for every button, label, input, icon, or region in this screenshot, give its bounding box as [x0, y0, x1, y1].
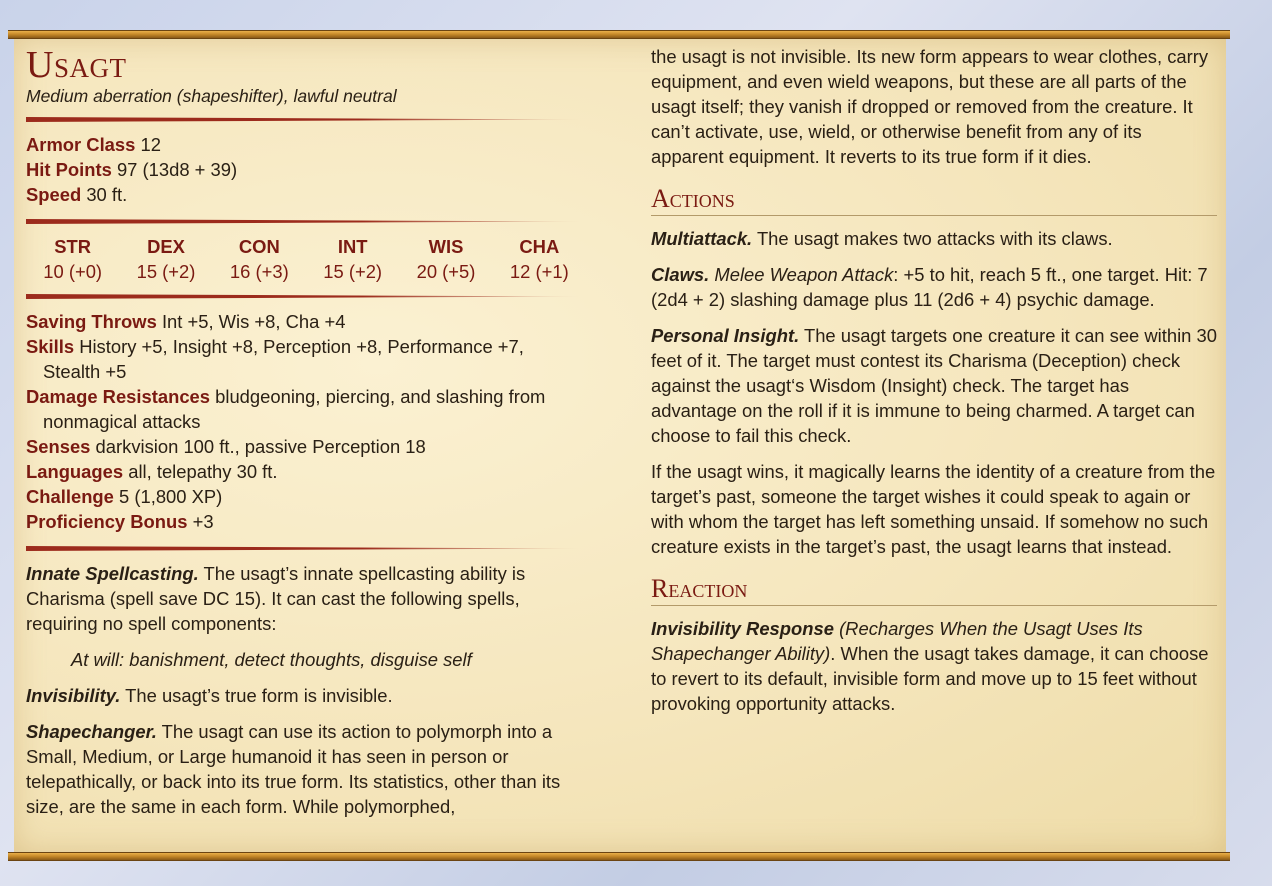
- attack-type: Melee Weapon Attack: [714, 264, 894, 285]
- trait-name: Invisibility.: [26, 685, 121, 706]
- ability-cha: [493, 234, 586, 284]
- trait-text: The usagt’s true form is invisible.: [125, 685, 393, 706]
- languages-label: Languages: [26, 461, 124, 482]
- reaction-name: Invisibility Response: [651, 618, 834, 639]
- reaction-heading: Reaction: [651, 575, 1217, 606]
- hit-points: [26, 157, 586, 182]
- damage-resistances: [26, 384, 586, 434]
- spell-list: At will: banishment, detect thoughts, disguise self: [71, 649, 472, 670]
- proficiency-bonus-value: +3: [192, 511, 214, 532]
- top-border: [8, 30, 1230, 39]
- ability-con: [213, 234, 306, 284]
- basic-stats: [26, 132, 586, 207]
- challenge-value: 5 (1,800 XP): [119, 486, 223, 507]
- ability-name: CHA: [519, 236, 560, 257]
- ability-value: 15 (+2): [136, 261, 196, 282]
- trait-name: Innate Spellcasting.: [26, 563, 199, 584]
- senses: [26, 434, 586, 459]
- ability-value: 20 (+5): [416, 261, 476, 282]
- ability-wis: [399, 234, 492, 284]
- skills-value: History +5, Insight +8, Perception +8, Performance +7, Stealth +5: [43, 336, 524, 382]
- armor-class-label: Armor Class: [26, 134, 136, 155]
- ability-value: 16 (+3): [229, 261, 289, 282]
- hit-points-value: 97 (13d8 + 39): [116, 159, 238, 180]
- action-claws: [651, 262, 1217, 312]
- challenge-label: Challenge: [26, 486, 114, 507]
- action-text: The usagt makes two attacks with its claws.: [756, 228, 1113, 249]
- trait-text: The usagt can use its action to polymorph into a Small, Medium, or Large humanoid it has seen in person or telepathically, or back into its true form. Its statistics, other than its size, are the same in each form. While polymorphed,: [26, 721, 561, 817]
- bottom-border: [8, 852, 1230, 861]
- ability-value: 15 (+2): [323, 261, 383, 282]
- ability-value: 10 (+0): [43, 261, 103, 282]
- ability-dex: [119, 234, 212, 284]
- divider: [26, 117, 586, 122]
- proficiency-bonus-label: Proficiency Bonus: [26, 511, 188, 532]
- languages-value: all, telepathy 30 ft.: [128, 461, 278, 482]
- monster-name: Usagt: [26, 44, 127, 86]
- senses-value: darkvision 100 ft., passive Perception 18: [95, 436, 426, 457]
- ability-name: DEX: [147, 236, 185, 257]
- trait-text: The usagt’s innate spellcasting ability is Charisma (spell save DC 15). It can cast the following spells, requiring no spell components:: [26, 563, 526, 634]
- trait-shapechanger: [26, 719, 586, 819]
- hit-points-label: Hit Points: [26, 159, 112, 180]
- saving-throws-value: Int +5, Wis +8, Cha +4: [161, 311, 346, 332]
- action-multiattack: [651, 226, 1217, 251]
- damage-resistances-label: Damage Resistances: [26, 386, 211, 407]
- ability-name: WIS: [428, 236, 464, 257]
- divider: [26, 219, 586, 224]
- speed: [26, 182, 586, 207]
- detail-stats: [26, 309, 586, 534]
- skills-label: Skills: [26, 336, 75, 357]
- ability-scores: [26, 234, 586, 284]
- challenge: [26, 484, 586, 509]
- trait-invisibility: [26, 683, 586, 708]
- speed-label: Speed: [26, 184, 82, 205]
- ability-name: INT: [337, 236, 368, 257]
- armor-class: [26, 132, 586, 157]
- ability-str: [26, 234, 119, 284]
- right-column: [651, 39, 1217, 727]
- trait-shapechanger-continued: the usagt is not invisible. Its new form appears to wear clothes, carry equipment, and even wield weapons, but these are all parts of the usagt itself; they vanish if dropped or removed from the creature. It can’t activate, use, wield, or otherwise benefit from any of its apparent equipment. It reverts to its true form if it dies.: [651, 46, 1209, 167]
- monster-type: Medium aberration (shapeshifter), lawful neutral: [26, 86, 397, 106]
- action-text: : +5 to hit, reach 5 ft., one target. Hit: 7 (2d4 + 2) slashing damage plus 11 (2d6 + 4) psychic damage.: [651, 264, 1208, 310]
- action-name: Multiattack.: [651, 228, 753, 249]
- saving-throws: [26, 309, 586, 334]
- action-name: Claws.: [651, 264, 710, 285]
- divider: [26, 546, 586, 551]
- skills: [26, 334, 586, 384]
- armor-class-value: 12: [140, 134, 161, 155]
- languages: [26, 459, 586, 484]
- trait-innate-spellcasting: [26, 561, 586, 636]
- proficiency-bonus: [26, 509, 586, 534]
- divider: [26, 294, 586, 299]
- senses-label: Senses: [26, 436, 91, 457]
- left-column: [26, 39, 586, 830]
- speed-value: 30 ft.: [86, 184, 128, 205]
- reaction-text: . When the usagt takes damage, it can choose to revert to its default, invisible form and move up to 15 feet without provoking opportunity attacks.: [651, 643, 1209, 714]
- ability-name: STR: [54, 236, 92, 257]
- action-name: Personal Insight.: [651, 325, 800, 346]
- ability-value: 12 (+1): [509, 261, 569, 282]
- trait-name: Shapechanger.: [26, 721, 157, 742]
- actions-heading: Actions: [651, 185, 1217, 216]
- ability-name: CON: [238, 236, 280, 257]
- action-personal-insight-continued: If the usagt wins, it magically learns the identity of a creature from the target’s past, someone the target wishes it could speak to again or with whom the target has left something unsaid. If somehow no such creature exists in the target’s past, the usagt learns that instead.: [651, 461, 1216, 557]
- ability-int: [306, 234, 399, 284]
- stat-block: [14, 39, 1226, 852]
- saving-throws-label: Saving Throws: [26, 311, 157, 332]
- reaction-invisibility-response: [651, 616, 1217, 716]
- action-personal-insight: [651, 323, 1217, 448]
- damage-resistances-value: bludgeoning, piercing, and slashing from nonmagical attacks: [43, 386, 546, 432]
- reaction-recharge: (Recharges When the Usagt Uses Its Shapechanger Ability): [651, 618, 1143, 664]
- action-text: The usagt targets one creature it can see within 30 feet of it. The target must contest its Charisma (Deception) check against the usagt‘s Wisdom (Insight) check. The target has advantage on the roll if it is immune to being charmed. A target can choose to fail this check.: [651, 325, 1217, 446]
